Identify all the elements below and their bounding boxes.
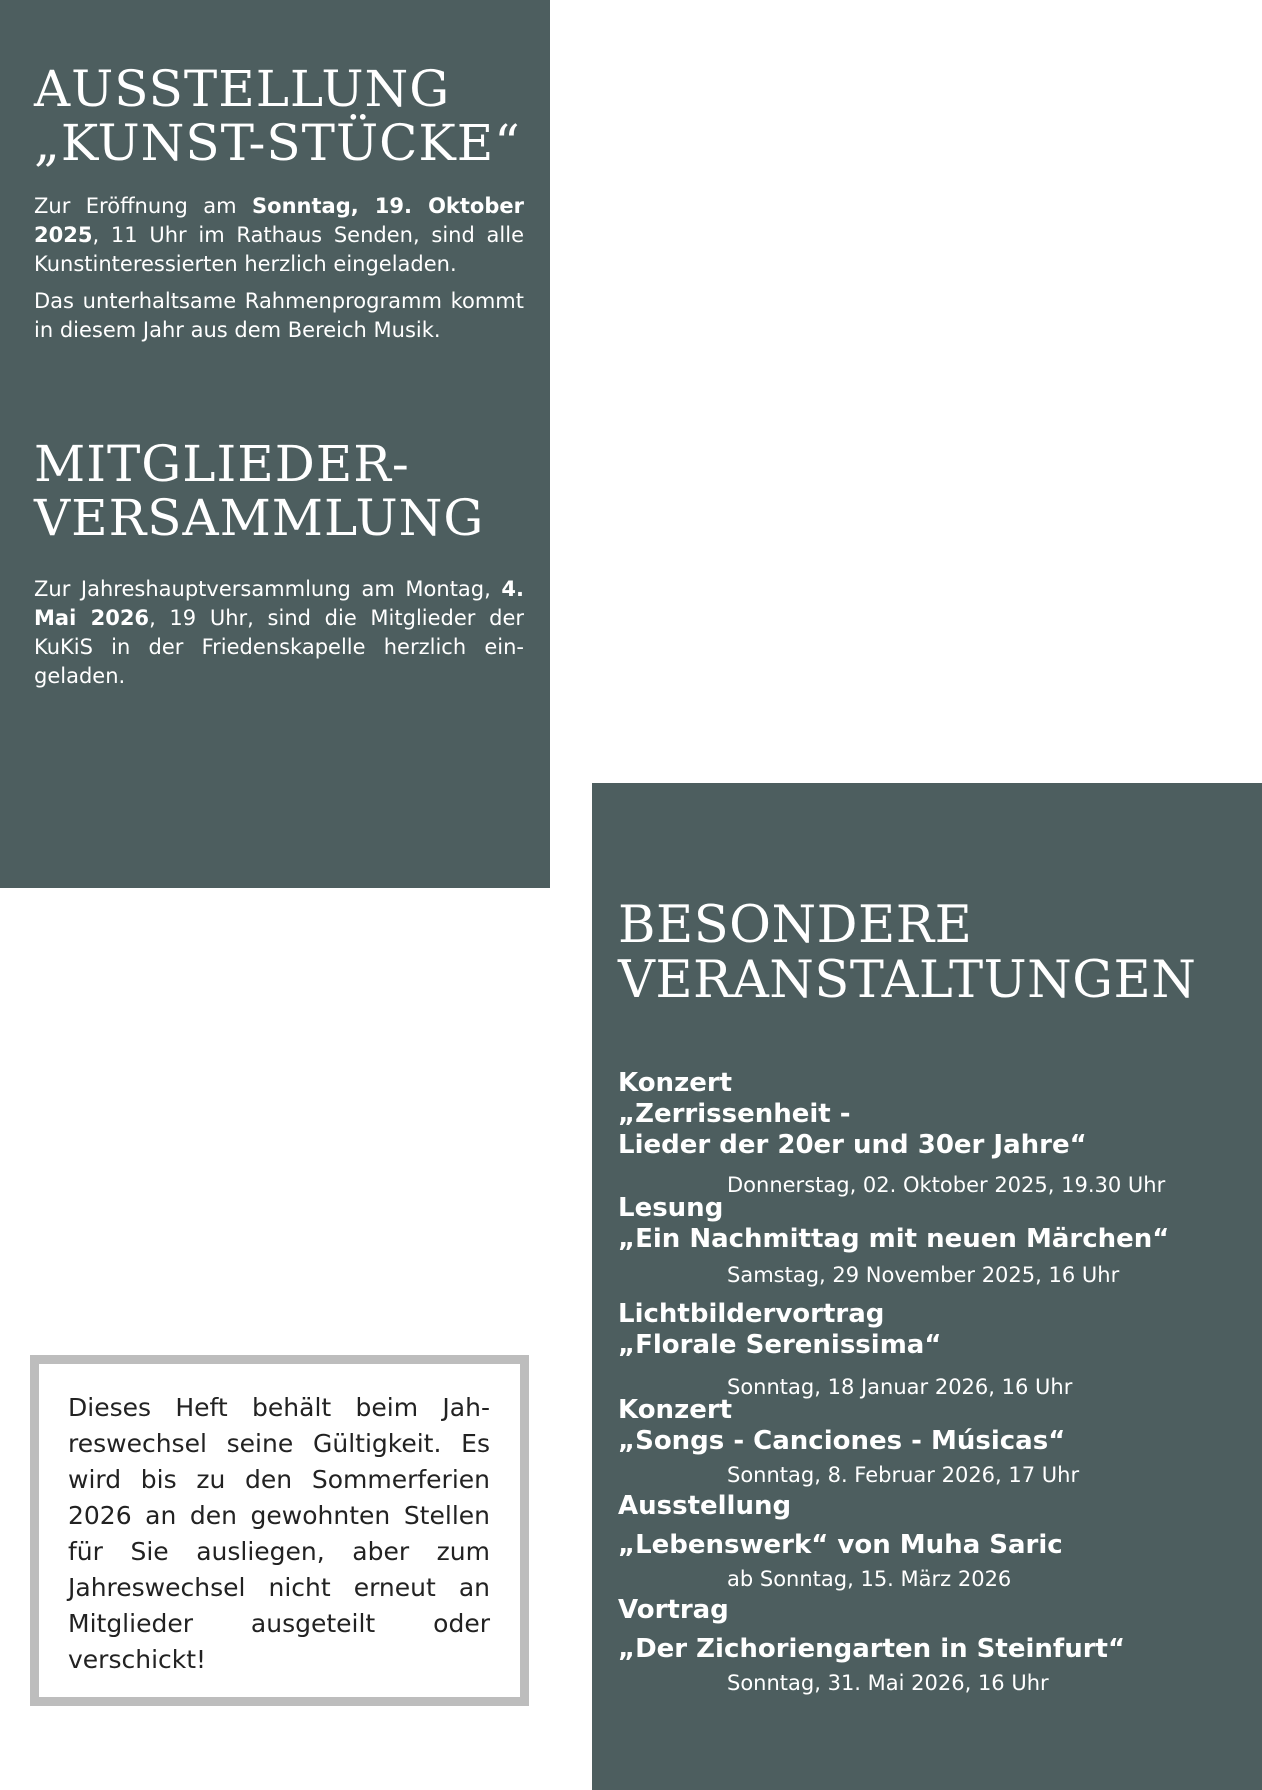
event-title: „Songs - Canciones - Músicas“ <box>618 1426 1066 1456</box>
event-item <box>618 1299 1242 1401</box>
top-left-panel <box>0 0 550 888</box>
veranstaltungen-heading <box>618 898 1242 1008</box>
event-list <box>618 1068 1242 1697</box>
ausstellung-intro-post: , 11 Uhr im Rathaus Senden, sind alle Kunstinteressierten herzlich eingeladen. <box>34 223 524 276</box>
mitglieder-heading-line2: VERSAMMLUNG <box>34 489 485 547</box>
event-date: Sonntag, 8. Februar 2026, 17 Uhr <box>727 1463 1080 1487</box>
event-item <box>618 1193 1242 1289</box>
event-type: Lichtbildervortrag <box>618 1299 885 1329</box>
veranstaltungen-heading-line2: VERANSTALTUNGEN <box>618 951 1197 1010</box>
veranstaltungen-heading-line1: BESONDERE <box>618 896 973 955</box>
mitglieder-date: 4. Mai 2026 <box>34 577 524 630</box>
event-date: ab Sonntag, 15. März 2026 <box>727 1567 1012 1591</box>
event-type: Vortrag <box>618 1595 729 1625</box>
ausstellung-intro-pre: Zur Eröffnung am <box>34 194 253 218</box>
ausstellung-intro-date: Sonntag, 19. Oktober 2025 <box>34 194 524 247</box>
notice-text: Dieses Heft behält beim Jahreswechsel seine Gültigkeit. Es wird bis zu den Sommerferien 2026 an den gewohnten Stellen für Sie ausliegen, aber zum Jahreswechsel nicht erneut an Mitglieder ausgeteilt oder verschickt! <box>68 1393 490 1674</box>
event-date: Donnerstag, 02. Oktober 2025, 19.30 Uhr <box>727 1173 1166 1197</box>
event-title: „Der Zichoriengarten in Steinfurt“ <box>618 1634 1126 1664</box>
event-item <box>618 1595 1242 1697</box>
event-type: Konzert <box>618 1395 733 1425</box>
ausstellung-heading <box>34 62 524 170</box>
event-item <box>618 1395 1242 1489</box>
mitglieder-text <box>34 575 524 691</box>
event-title: „Florale Serenissima“ <box>618 1330 942 1360</box>
event-type: Ausstellung <box>618 1491 792 1521</box>
mitglieder-text-post: , 19 Uhr, sind die Mitglieder der KuKiS in der Friedenskapelle herzlich eingeladen. <box>34 606 525 688</box>
event-title: „Lebenswerk“ von Muha Saric <box>618 1530 1063 1560</box>
ausstellung-heading-line1: AUSSTELLUNG <box>34 60 451 118</box>
event-item <box>618 1491 1242 1593</box>
event-date: Samstag, 29 November 2025, 16 Uhr <box>727 1263 1120 1287</box>
notice-box <box>30 1355 529 1706</box>
mitglieder-text-pre: Zur Jahreshauptversammlung am Montag, <box>34 577 502 601</box>
mitglieder-heading <box>34 437 524 545</box>
ausstellung-intro-text <box>34 192 524 279</box>
event-title: „Zerrissenheit - Lieder der 20er und 30er Jahre“ <box>618 1099 1087 1160</box>
event-type: Konzert <box>618 1068 733 1098</box>
events-panel <box>592 783 1262 1790</box>
event-type: Lesung <box>618 1193 724 1223</box>
ausstellung-program-text: Das unterhaltsame Rahmenprogramm kommt in diesem Jahr aus dem Bereich Musik. <box>34 289 524 342</box>
event-date: Sonntag, 18 Januar 2026, 16 Uhr <box>727 1375 1073 1399</box>
mitglieder-heading-line1: MITGLIEDER- <box>34 435 410 493</box>
ausstellung-heading-line2: „KUNST-STÜCKE“ <box>34 114 521 172</box>
event-title: „Ein Nachmittag mit neuen Märchen“ <box>618 1224 1170 1254</box>
event-item <box>618 1068 1242 1199</box>
event-date: Sonntag, 31. Mai 2026, 16 Uhr <box>727 1671 1049 1695</box>
